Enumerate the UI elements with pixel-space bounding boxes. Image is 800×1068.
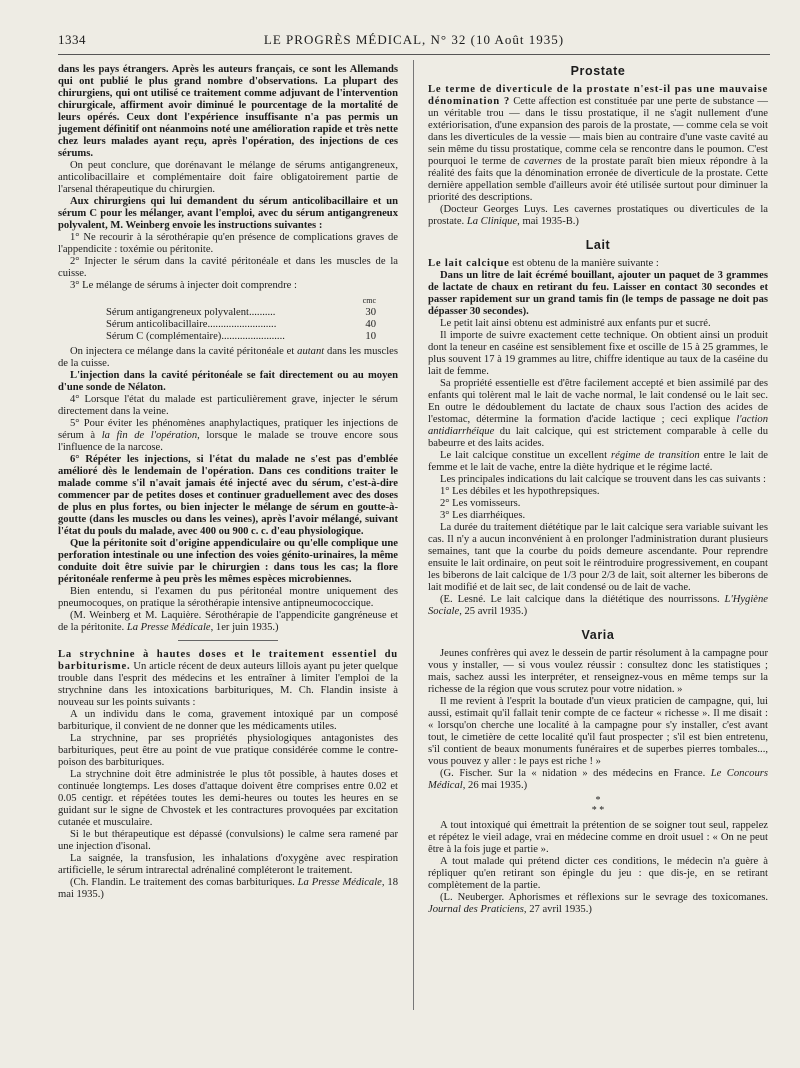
indication-3: 3° Les diarrhéiques.: [440, 510, 526, 521]
asterism-separator: * * *: [591, 795, 605, 816]
reference: (L. Neuberger. Aphorismes et réflexions sur le sevrage des toxicomanes. Journal des Praticiens, 27 avril 1935.): [428, 892, 768, 915]
instruction-5: 5° Pour éviter les phénomènes anaphylactiques, pratiquer les injections de sérum à la fin de l'opération, lorsque le malade se trouve encore sous l'influence de la narcose.: [58, 418, 398, 453]
indication-1: 1° Les débiles et les hypothrepsiques.: [440, 486, 600, 497]
article-lead: Le lait calcique est obtenu de la manière suivante :: [428, 258, 659, 269]
header-rule: [58, 54, 770, 55]
article-lead: La strychnine à hautes doses et le traitement essentiel du barbiturisme. Un article récent de deux auteurs lillois ayant pu jeter quelque trouble dans l'esprit des médecins et les entraîner à limiter l'emploi de la strychnine dans les intoxications barbituriques, M. Ch. Flandin insiste à nouveau sur les points suivants :: [58, 649, 398, 708]
section-heading-lait: Lait: [585, 238, 611, 252]
paragraph: Il importe de suivre exactement cette technique. On obtient ainsi un produit dont la teneur en caséine est sensiblement fixe et oscille de 15 à 25 grammes, le plus souvent 17 à 19 grammes au litre, chiffre identique au taux de la caséine du lait de femme.: [428, 330, 768, 377]
paragraph: La strychnine, par ses propriétés physiologiques antagonistes des barbituriques, peut être au point de vue pratique considérée comme le contre-poison des barbituriques.: [58, 733, 398, 768]
reference: (G. Fischer. Sur la « nidation » des médecins en France. Le Concours Médical, 26 mai 1935.): [428, 768, 769, 791]
right-column: [428, 64, 768, 916]
section-heading-varia: Varia: [581, 628, 615, 642]
reference: (Docteur Georges Luys. Les cavernes prostatiques ou diverticules de la prostate. La Clinique, mai 1935-B.): [428, 204, 768, 227]
paragraph: A tout intoxiqué qui émettrait la prétention de se soigner tout seul, rappelez et répétez le vieil adage, vrai en médecine comme en droit usuel : « On ne peut être à la fois juge et partie ».: [428, 820, 768, 855]
dose-row: Sérum C (complémentaire)........................ 10: [106, 331, 376, 342]
paragraph: Jeunes confrères qui avez le dessein de partir résolument à la campagne pour vous y installer, — si vous voulez réussir : consultez donc les statistiques ; mais, sachez aussi les interpréter, et renseignez-vous en même temps sur la richesse de la région que vous scrutez pour votre nidation. »: [428, 648, 768, 695]
instruction-6: 6° Répéter les injections, si l'état du malade ne s'est pas d'emblée amélioré dès le lendemain de l'opération. Dans ces conditions traiter le malade comme s'il n'avait jamais été injecté avec du sérum, c'est-à-dire commencer par de petites doses et continuer graduellement avec des doses de plus en plus fortes, ou bien injecter le mélange de sérum en goutte-à-goutte (dans les muscles ou dans les veines), après l'avoir mélangé, suivant l'état du pouls du malade, avec 400 ou 900 c. c. d'eau physiologique.: [58, 454, 398, 537]
instruction-4: 4° Lorsque l'état du malade est particulièrement grave, injecter le sérum directement dans la veine.: [58, 394, 398, 417]
running-head: LE PROGRÈS MÉDICAL, N° 32 (10 Août 1935): [263, 32, 565, 47]
paragraph: Aux chirurgiens qui lui demandent du sérum anticolibacillaire et un sérum C pour les mélanger, avant l'emploi, avec du sérum antigangreneux polyvalent, M. Weinberg envoie les instructions suivantes :: [58, 196, 398, 231]
page-header: [58, 30, 770, 50]
paragraph: La saignée, la transfusion, les inhalations d'oxygène avec respiration artificielle, le sérum intrarectal adrénaliné compléteront le traitement.: [58, 853, 398, 876]
reference: (Ch. Flandin. Le traitement des comas barbituriques. La Presse Médicale, 18 mai 1935.): [58, 877, 399, 900]
paragraph: La strychnine doit être administrée le plus tôt possible, à hautes doses et continuée longtemps. Les doses d'attaque doivent être comprises entre 0.02 et 0.05 centigr. et répétées toutes les demi-heures ou toutes les heures en se guidant sur le signe de Chvostek et les contractures provoquées par excitation cutanée et musculaire.: [58, 769, 398, 828]
paragraph: Sa propriété essentielle est d'être facilement accepté et bien assimilé par des enfants qui tolèrent mal le lait de vache normal, le lait condensé ou le lait sec. En outre le dédoublement du lactate de chaux sous l'action des acides de l'estomac, détermine la formation d'acide lactique ; ceci explique l'action antidiarrhéique du lait calcique, qui est strictement comparable à celle du babeurre et des laits acides.: [428, 378, 768, 449]
paragraph: dans les pays étrangers. Après les auteurs français, ce sont les Allemands qui ont publié le plus grand nombre d'observations. La plupart des chirurgiens, qui ont utilisé ce traitement comme adjuvant de l'intervention chirurgicale, affirment avoir diminué le pourcentage de la mortalité de leurs opérés. Ceux dont l'expérience insuffisante n'a pas permis un jugement définitif ont néanmoins noté une amélioration rapide et très nette chez leurs malades ayant reçu, après l'opération, des injections de ces sérums.: [58, 64, 398, 159]
indication-2: 2° Les vomisseurs.: [440, 498, 521, 509]
paragraph: Que la péritonite soit d'origine appendiculaire ou qu'elle complique une perforation intestinale ou une infection des voies génito-urinaires, la même conduite doit être suivie par le chirurgien : dans tous les cas; la flore péritonéale renferme à peu près les mêmes espèces microbiennes.: [58, 538, 398, 585]
dose-unit: cmc: [362, 296, 376, 305]
paragraph: Bien entendu, si l'examen du pus péritonéal montre uniquement des pneumocoques, on pratique la sérothérapie intensive antipneumococcique.: [58, 586, 398, 609]
paragraph: A tout malade qui prétend dicter ces conditions, le médecin n'a guère à répliquer qu'en retirant son épingle du jeu : que dis-je, en se retirant complètement de la partie.: [428, 856, 768, 891]
dose-row: Sérum antigangreneux polyvalent.......... 30: [106, 307, 376, 318]
paragraph: Dans un litre de lait écrémé bouillant, ajouter un paquet de 3 grammes de lactate de chaux en retirant du feu. Laisser en contact 30 secondes et passer rapidement sur un grand tamis fin (le temps de passage ne doit pas dépasser 30 secondes).: [428, 270, 768, 317]
left-column: [58, 64, 398, 901]
reference: (M. Weinberg et M. Laquière. Sérothérapie de l'appendicite gangréneuse et de la péritonite. La Presse Médicale, 1er juin 1935.): [58, 610, 398, 633]
paragraph: La durée du traitement diététique par le lait calcique sera variable suivant les cas. Il n'y a aucun inconvénient à en prolonger l'administration durant plusieurs semaines, tant que la courbe du poids demeure ascendante. Pour reprendre ensuite le lait ordinaire, on peut soit le réintroduire progressivement, en coupant les biberons de lait calcique de 1/3 pour 2/3 de lait, soit alterner les biberons de lait modifié et de lait sec, de lait condensé ou de lait de vache.: [428, 522, 768, 593]
reference: (E. Lesné. Le lait calcique dans la diététique des nourrissons. L'Hygiène Sociale, 25 avril 1935.): [428, 594, 768, 617]
paragraph: Si le but thérapeutique est dépassé (convulsions) le calme sera ramené par une injection d'isonal.: [58, 829, 398, 852]
paragraph: On peut conclure, que dorénavant le mélange de sérums antigangreneux, anticolibacillaire et complémentaire doit faire obligatoirement partie de l'arsenal thérapeutique du chirurgien.: [58, 160, 398, 195]
page-number: 1334: [58, 32, 86, 47]
paragraph: A un individu dans le coma, gravement intoxiqué par un composé barbiturique, il convient de ne donner que les médicaments utiles.: [58, 709, 398, 732]
paragraph: Le lait calcique constitue un excellent régime de transition entre le lait de femme et le lait de vache, entre la diète hydrique et le régime lacté.: [428, 450, 768, 473]
instruction-3: 3° Le mélange de sérums à injecter doit comprendre :: [70, 280, 297, 291]
paragraph: L'injection dans la cavité péritonéale se fait directement ou au moyen d'une sonde de Nélaton.: [58, 370, 398, 393]
paragraph: Les principales indications du lait calcique se trouvent dans les cas suivants :: [440, 474, 766, 485]
section-heading-prostate: Prostate: [570, 64, 626, 78]
dose-table: [106, 295, 376, 343]
dose-row: Sérum anticolibacillaire.......................... 40: [106, 319, 376, 330]
article-lead: Le terme de diverticule de la prostate n'est-il pas une mauvaise dénomination ? Cette affection est constituée par une perte de substance — un véritable trou — dans le tissu prostatique, il ne s'agit nullement d'une extériorisation, d'une expansion des parois de la prostate, — comme cela se voit dans les diverticules de la vessie — mais bien au contraire d'une vaste cavité au sein même du tissu prostatique, comme cela se rencontre dans le poumon. C'est pourquoi le terme de cavernes de la prostate paraît bien mieux répondre à la réalité des faits que la dénomination erronée de diverticule de la prostate. Cette dernière appellation semble d'ailleurs avoir été utilisée surtout pour diminuer la priorité des descriptions.: [428, 84, 769, 203]
paragraph: Le petit lait ainsi obtenu est administré aux enfants pur et sucré.: [440, 318, 711, 329]
instruction-1: 1° Ne recourir à la sérothérapie qu'en présence de complications graves de l'appendicite : toxémie ou péritonite.: [58, 232, 398, 255]
instruction-2: 2° Injecter le sérum dans la cavité péritonéale et dans les muscles de la cuisse.: [58, 256, 398, 279]
paragraph: On injectera ce mélange dans la cavité péritonéale et autant dans les muscles de la cuisse.: [58, 346, 398, 369]
paragraph: Il me revient à l'esprit la boutade d'un vieux praticien de campagne, qui, lui aussi, estimait qu'il fallait tenir compte de ce facteur « richesse ». Il me disait : « lorsqu'on cherche une localité à la campagne pour s'y installer, c'est avant tout, le cimetière de cette localité qu'il faut prospecter ; s'il est bien entretenu, s'il contient de beaux monuments funéraires et de superbes pierres tombales..., vous pouvez y aller : le pays est riche ! »: [428, 696, 768, 767]
section-rule: [178, 640, 278, 641]
column-divider: [413, 60, 414, 1010]
